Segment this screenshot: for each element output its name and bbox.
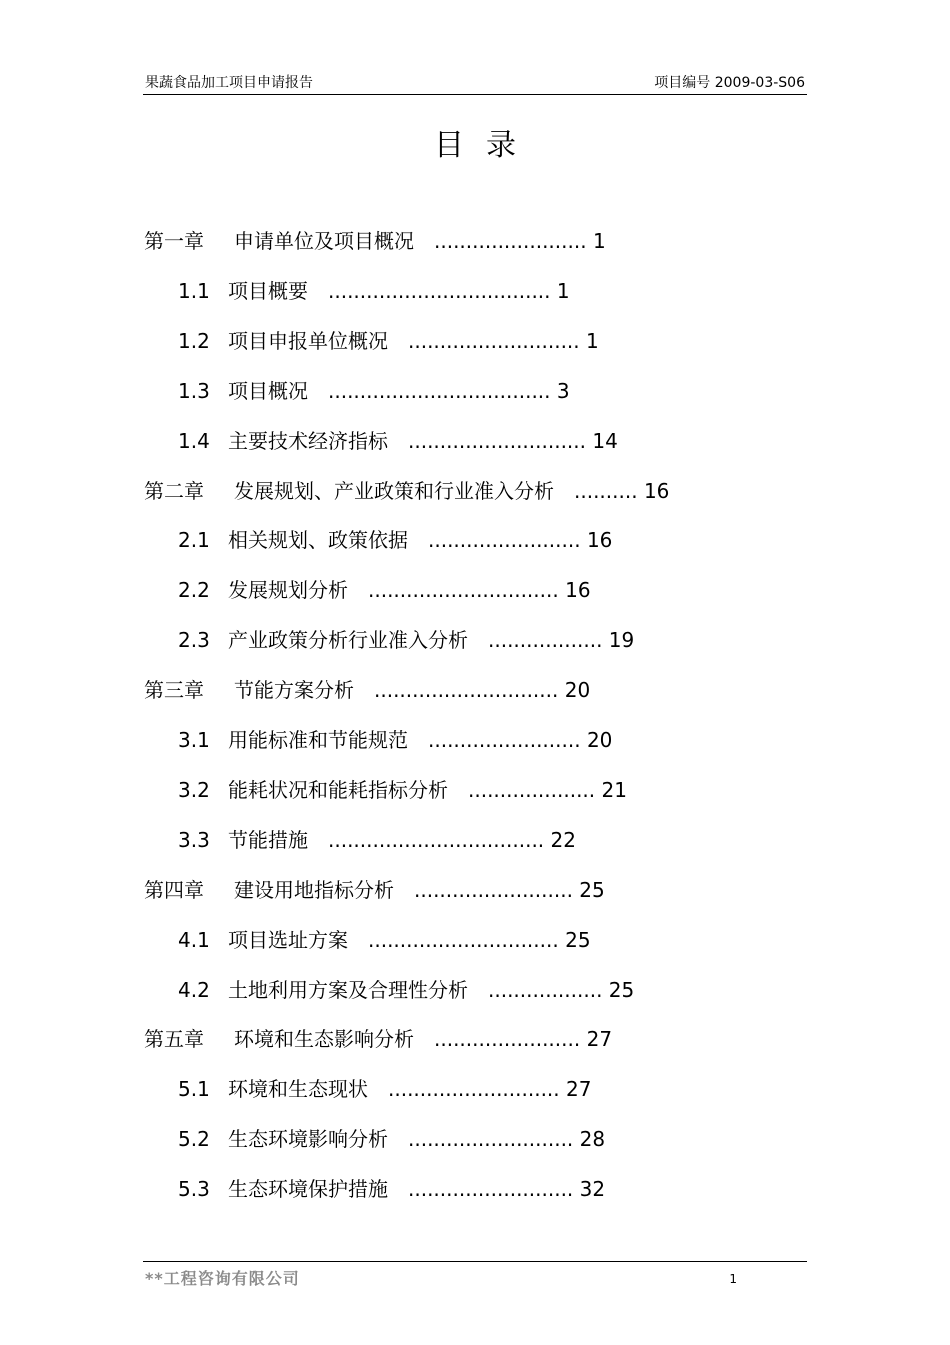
toc-entry-label: 生态环境影响分析: [228, 1127, 388, 1152]
toc-entry-leader-dots: ..............................: [368, 927, 559, 952]
toc-entry-number: 2.3: [178, 628, 210, 653]
toc-entry-page: 1: [586, 328, 599, 353]
toc-entry-page: 14: [592, 428, 618, 453]
toc-entry-leader-dots: ........................: [428, 728, 581, 752]
toc-entry-page: 3: [556, 378, 570, 403]
toc-entry-number: 3.3: [178, 827, 210, 852]
toc-entry-label: 发展规划、产业政策和行业准入分析: [234, 478, 554, 503]
project-number: 项目编号 2009-03-S06: [654, 75, 805, 91]
toc-entry-page: 25: [608, 977, 635, 1002]
toc-entry-page: 25: [565, 927, 591, 952]
toc-section-entry[interactable]: [178, 277, 570, 305]
toc-entry-leader-dots: ...................................: [328, 378, 551, 403]
toc-entry-leader-dots: ..................................: [328, 827, 545, 852]
page-number: 1: [729, 1272, 737, 1286]
page-footer: [143, 1261, 807, 1302]
toc-entry-page: 27: [586, 1027, 613, 1052]
toc-chapter-entry[interactable]: [144, 676, 590, 704]
toc-section-entry[interactable]: [178, 1075, 591, 1103]
toc-section-entry[interactable]: [178, 427, 618, 455]
toc-entry-leader-dots: .............................: [374, 678, 559, 703]
toc-entry-label: 相关规划、政策依据: [228, 528, 408, 553]
toc-entry-page: 27: [566, 1077, 592, 1102]
toc-entry-number: 1.4: [178, 428, 210, 453]
toc-entry-leader-dots: ..........: [574, 478, 638, 503]
toc-entry-number: 1.2: [178, 328, 210, 353]
toc-section-entry[interactable]: [178, 976, 634, 1004]
toc-entry-leader-dots: ...........................: [408, 328, 580, 353]
toc-section-entry[interactable]: [178, 1125, 605, 1153]
toc-entry-label: 产业政策分析行业准入分析: [228, 628, 468, 653]
toc-section-entry[interactable]: [178, 526, 612, 554]
toc-entry-label: 项目选址方案: [228, 927, 348, 952]
toc-section-entry[interactable]: [178, 726, 612, 754]
toc-section-entry[interactable]: [178, 926, 591, 954]
toc-entry-number: 2.2: [178, 578, 210, 603]
toc-entry-label: 节能措施: [228, 827, 308, 852]
toc-entry-number: 1.3: [178, 378, 210, 403]
toc-chapter-entry[interactable]: [144, 1025, 612, 1053]
toc-entry-page: 1: [556, 278, 570, 303]
toc-section-entry[interactable]: [178, 327, 599, 355]
toc-entry-number: 第五章: [144, 1027, 204, 1052]
toc-entry-page: 28: [579, 1127, 606, 1152]
toc-entry-number: 4.1: [178, 927, 210, 952]
toc-entry-number: 5.1: [178, 1077, 210, 1102]
toc-section-entry[interactable]: [178, 826, 576, 854]
toc-entry-number: 5.2: [178, 1127, 210, 1152]
toc-entry-leader-dots: ............................: [408, 428, 587, 453]
toc-entry-leader-dots: ...................................: [328, 278, 551, 303]
toc-entry-leader-dots: ....................: [468, 777, 596, 802]
toc-entry-label: 项目概要: [228, 278, 308, 303]
toc-entry-page: 16: [643, 478, 670, 503]
toc-entry-leader-dots: ........................: [428, 528, 581, 553]
toc-entry-label: 主要技术经济指标: [228, 428, 388, 453]
toc-entry-leader-dots: ........................: [434, 229, 587, 253]
toc-entry-label: 项目申报单位概况: [228, 328, 388, 353]
toc-entry-page: 22: [550, 827, 576, 852]
report-title-header: 果蔬食品加工项目申请报告: [145, 75, 313, 91]
toc-entry-page: 21: [601, 777, 627, 802]
toc-entry-page: 19: [608, 628, 635, 653]
toc-entry-page: 1: [592, 229, 606, 253]
toc-entry-leader-dots: .......................: [434, 1027, 581, 1052]
toc-entry-number: 4.2: [178, 977, 210, 1002]
toc-entry-leader-dots: ..........................: [408, 1177, 574, 1202]
toc-entry-number: 第四章: [144, 877, 204, 902]
toc-entry-label: 土地利用方案及合理性分析: [228, 977, 468, 1002]
toc-entry-page: 25: [579, 877, 605, 902]
page-title: 目录: [434, 128, 538, 163]
toc-entry-label: 建设用地指标分析: [234, 877, 394, 902]
toc-entry-label: 用能标准和节能规范: [228, 728, 408, 752]
toc-entry-label: 环境和生态现状: [228, 1077, 368, 1102]
toc-section-entry[interactable]: [178, 626, 634, 654]
toc-entry-label: 能耗状况和能耗指标分析: [228, 777, 448, 802]
toc-entry-leader-dots: ..........................: [408, 1127, 574, 1152]
toc-section-entry[interactable]: [178, 1175, 605, 1203]
toc-entry-leader-dots: .........................: [414, 877, 573, 902]
toc-entry-label: 项目概况: [228, 378, 308, 403]
toc-entry-page: 32: [579, 1177, 606, 1202]
toc-entry-number: 3.2: [178, 777, 210, 802]
toc-entry-leader-dots: ..................: [488, 628, 603, 653]
toc-entry-leader-dots: ..................: [488, 977, 603, 1002]
toc-entry-label: 环境和生态影响分析: [234, 1027, 414, 1052]
toc-section-entry[interactable]: [178, 377, 570, 405]
toc-entry-number: 第一章: [144, 229, 204, 253]
toc-chapter-entry[interactable]: [144, 477, 669, 505]
toc-entry-number: 2.1: [178, 528, 210, 553]
toc-section-entry[interactable]: [178, 576, 591, 604]
toc-entry-number: 5.3: [178, 1177, 210, 1202]
toc-entry-number: 第三章: [144, 678, 204, 703]
toc-entry-leader-dots: ...........................: [388, 1077, 560, 1102]
toc-entry-label: 申请单位及项目概况: [234, 229, 414, 253]
toc-chapter-entry[interactable]: [144, 876, 605, 904]
toc-entry-page: 16: [586, 528, 613, 553]
toc-chapter-entry[interactable]: [144, 227, 606, 255]
toc-entry-leader-dots: ..............................: [368, 578, 559, 603]
toc-entry-number: 1.1: [178, 278, 210, 303]
toc-entry-number: 3.1: [178, 728, 210, 752]
toc-entry-number: 第二章: [144, 478, 204, 503]
toc-entry-page: 16: [565, 578, 591, 603]
toc-entry-label: 生态环境保护措施: [228, 1177, 388, 1202]
toc-entry-page: 20: [586, 728, 613, 752]
toc-entry-label: 节能方案分析: [234, 678, 354, 703]
company-name: **工程咨询有限公司: [145, 1269, 300, 1288]
toc-entry-label: 发展规划分析: [228, 578, 348, 603]
toc-section-entry[interactable]: [178, 776, 627, 804]
toc-entry-page: 20: [564, 678, 591, 703]
